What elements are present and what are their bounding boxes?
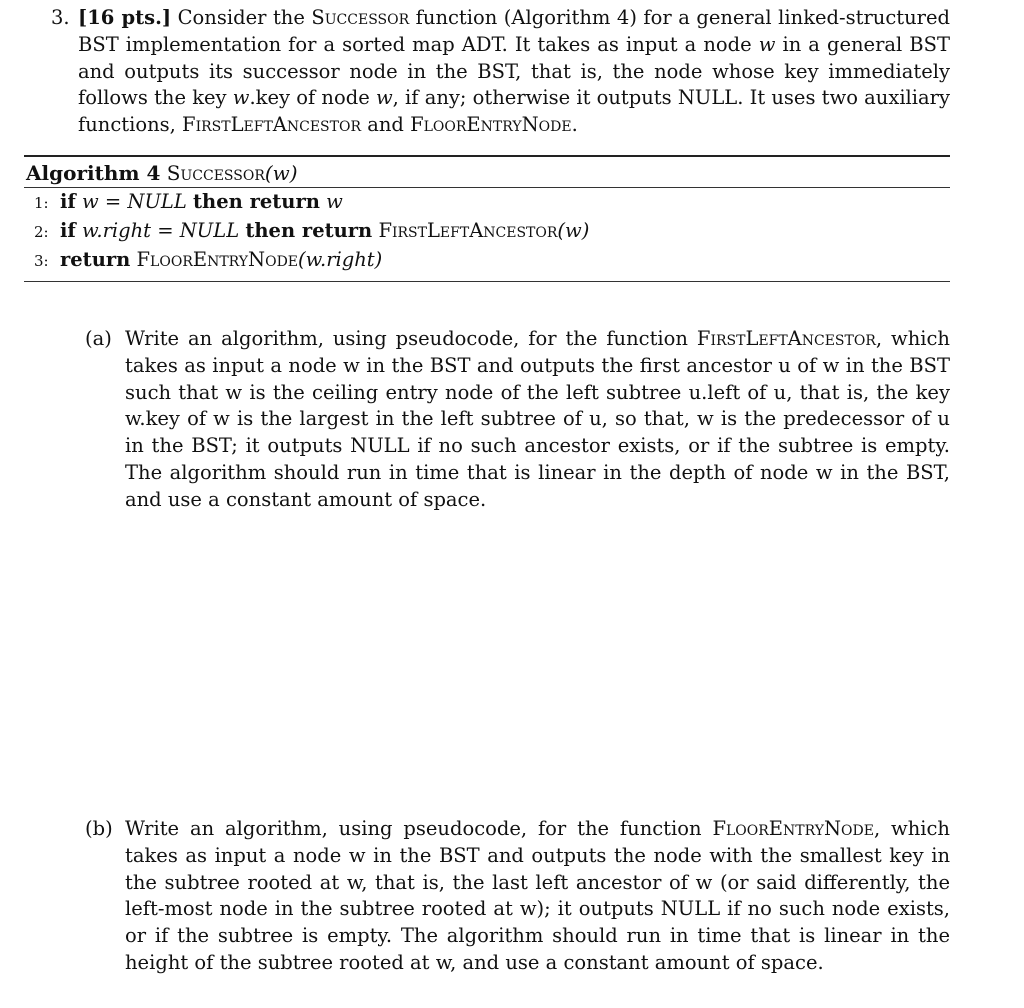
first-left-ancestor-fn-name: FirstLeftAncestor	[182, 113, 362, 137]
question-points: [16 pts.]	[78, 6, 172, 29]
line-number: 3:	[34, 252, 49, 270]
part-b-fn-name: FloorEntryNode	[712, 817, 874, 840]
return-fn-name: FloorEntryNode	[136, 248, 299, 271]
keyword: return	[60, 248, 131, 271]
condition: w = NULL	[82, 190, 187, 213]
keyword: if	[60, 190, 76, 213]
line-number: 2:	[34, 223, 49, 241]
intro-text: , if any; otherwise it outputs NULL. It uses two auxiliary functions,	[78, 86, 950, 137]
var-w: w	[375, 86, 393, 110]
intro-text: Consider the	[177, 6, 305, 29]
algorithm-line-1	[24, 188, 950, 217]
return-value: w	[326, 190, 343, 213]
part-a-label: (a)	[85, 327, 112, 350]
return-arg: (w)	[557, 219, 590, 242]
algorithm-line-3	[24, 246, 950, 275]
condition: w.right = NULL	[82, 219, 240, 242]
part-a-fn-name: FirstLeftAncestor	[696, 327, 876, 350]
algorithm-fn-name: Successor	[166, 161, 265, 185]
line-number: 1:	[34, 194, 49, 212]
part-b-text: , which takes as input a node w in the BST and outputs the node with the smallest key in the subtree rooted at w, that is, the last left ancestor of w (or said differently, the left-most node in the subtree rooted at w); it outputs NULL if no such node exists, or if the subtree is empty. The algorithm should run in time that is linear in the height of the subtree rooted at w, and use a constant amount of space.	[125, 817, 950, 974]
intro-text: function (Algorithm 4) for a general linked-structured BST implementation for a sorted map ADT. It takes as input a node	[78, 6, 951, 56]
floor-entry-node-fn-name: FloorEntryNode	[410, 113, 572, 137]
algorithm-line-2	[24, 217, 950, 246]
keyword: if	[60, 219, 76, 242]
intro-text: in a general BST and outputs its successor node in the BST, that is, the node whose key immediately follows the key	[78, 32, 951, 110]
return-arg: (w.right)	[298, 248, 383, 271]
var-w: w	[232, 86, 250, 110]
part-a-text: Write an algorithm, using pseudocode, for the function	[125, 327, 688, 350]
part-b-text: Write an algorithm, using pseudocode, for the function	[125, 817, 702, 840]
algorithm-bottom-rule	[24, 281, 950, 282]
algorithm-title	[24, 157, 950, 187]
part-a	[85, 326, 950, 514]
part-a-text: , which takes as input a node w in the BST and outputs the first ancestor u of w in the BST such that w is the ceiling entry node of the left subtree u.left of u, that is, the key w.key of w is the largest in the left subtree of u, so that, w is the predecessor of u in the BST; it outputs NULL if no such ancestor exists, or if the subtree is empty. The algorithm should run in time that is linear in the depth of node w in the BST, and use a constant amount of space.	[125, 327, 950, 511]
var-w: w	[758, 32, 776, 56]
keyword: then return	[193, 190, 320, 213]
question-number: 3.	[51, 6, 70, 29]
successor-fn-name: Successor	[311, 6, 410, 29]
part-b	[85, 816, 950, 977]
intro-text: and	[367, 113, 404, 137]
intro-text: .	[571, 113, 578, 137]
algorithm-label: Algorithm 4	[26, 161, 161, 185]
return-fn-name: FirstLeftAncestor	[378, 219, 558, 242]
algorithm-arg: (w)	[264, 161, 298, 185]
algorithm-box	[24, 155, 950, 282]
part-b-label: (b)	[85, 817, 113, 840]
question-intro	[51, 5, 951, 139]
intro-text: .key of node	[249, 86, 370, 110]
keyword: then return	[245, 219, 373, 242]
